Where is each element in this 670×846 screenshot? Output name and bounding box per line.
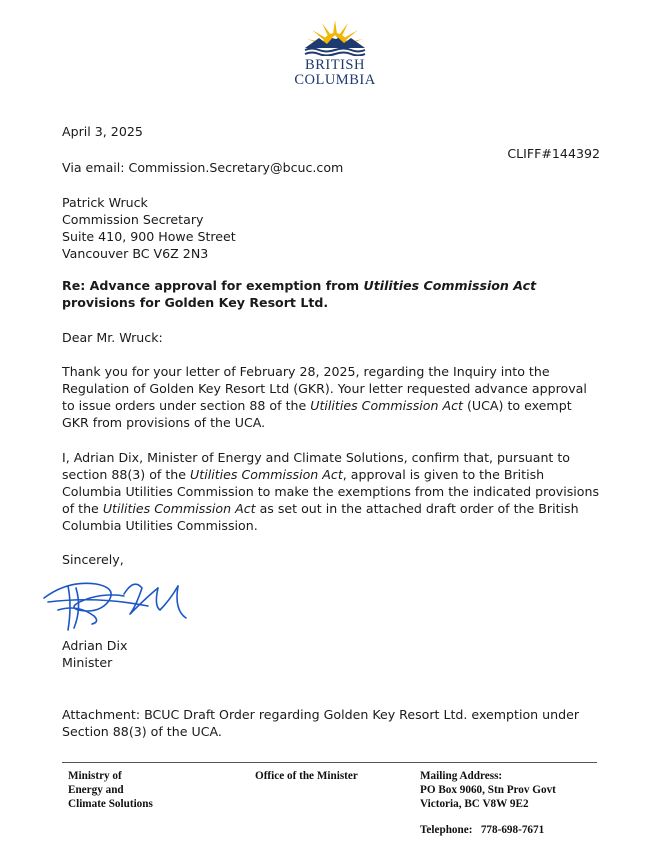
closing: Sincerely, (62, 552, 124, 567)
ministry-line-1: Ministry of (68, 770, 122, 782)
recipient-address-2: Vancouver BC V6Z 2N3 (62, 246, 209, 261)
recipient-name: Patrick Wruck (62, 195, 148, 210)
attachment: Attachment: BCUC Draft Order regarding Golden Key Resort Ltd. exemption under Section 88(3) of the UCA. (62, 707, 580, 739)
handwritten-signature-icon (38, 566, 203, 638)
bc-sun-mountain-logo-icon (302, 16, 368, 56)
signer-name: Adrian Dix (62, 638, 128, 653)
subject-act: Utilities Commission Act (363, 278, 537, 293)
via-email: Via email: Commission.Secretary@bcuc.com (62, 160, 344, 175)
p2-part2: , approval is given to the British Columbia Utilities Commission to make the exemptions from the indicated provisions of the (62, 467, 600, 516)
ministry-line-3: Climate Solutions (68, 798, 153, 810)
paragraph-1 (62, 363, 602, 431)
footer-ministry (68, 769, 153, 811)
mailing-line-1: PO Box 9060, Stn Prov Govt (420, 784, 556, 796)
footer-mailing (420, 769, 556, 811)
subject-prefix: Re: Advance approval for exemption from (62, 278, 364, 293)
p2-part3: as set out in the attached draft order of the British Columbia Utilities Commission. (62, 501, 579, 533)
signer-title: Minister (62, 655, 113, 670)
letter-date: April 3, 2025 (62, 124, 143, 139)
telephone-label: Telephone: (420, 824, 473, 836)
recipient-address-1: Suite 410, 900 Howe Street (62, 229, 236, 244)
salutation: Dear Mr. Wruck: (62, 330, 163, 345)
subject-suffix: provisions for Golden Key Resort Ltd. (62, 295, 329, 310)
p2-part1: I, Adrian Dix, Minister of Energy and Climate Solutions, confirm that, pursuant to section 88(3) of the (62, 450, 571, 482)
logo-text-british: BRITISH (305, 57, 365, 73)
logo-text-columbia: COLUMBIA (294, 72, 376, 88)
footer-office: Office of the Minister (255, 770, 358, 782)
reference-number: CLIFF#144392 (507, 146, 600, 161)
paragraph-2 (62, 449, 602, 534)
letterhead-footer (62, 762, 597, 836)
footer-telephone (420, 823, 544, 837)
mailing-label: Mailing Address: (420, 770, 503, 782)
p1-act: Utilities Commission Act (310, 398, 463, 413)
p2-act-2: Utilities Commission Act (102, 501, 256, 516)
p1-part2: (UCA) to exempt GKR from provisions of the UCA. (62, 398, 572, 430)
p2-act-1: Utilities Commission Act (190, 467, 343, 482)
recipient-title: Commission Secretary (62, 212, 204, 227)
telephone-number: 778-698-7671 (480, 824, 545, 836)
bc-logo (0, 16, 670, 88)
p1-part1: Thank you for your letter of February 28, 2025, regarding the Inquiry into the Regulation of Golden Key Resort Ltd (GKR). Your letter requested advance approval to issue orders under section 88 of the (62, 364, 587, 413)
ministry-line-2: Energy and (68, 784, 124, 796)
recipient-block (62, 194, 236, 262)
subject-line (62, 277, 602, 311)
mailing-line-2: Victoria, BC V8W 9E2 (420, 798, 529, 810)
